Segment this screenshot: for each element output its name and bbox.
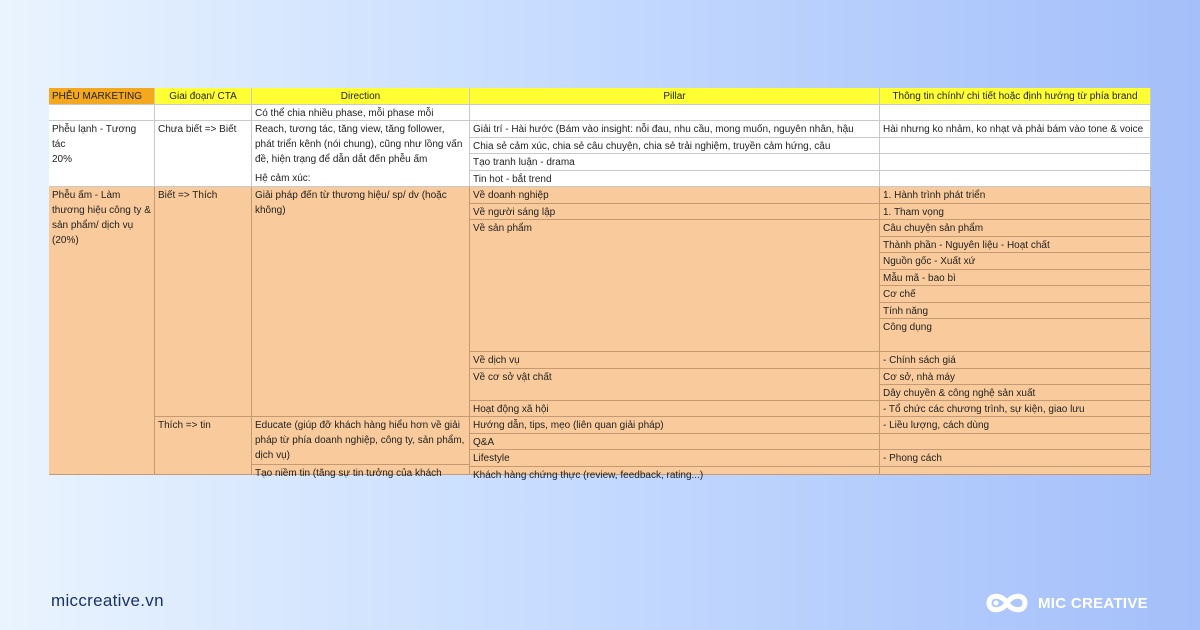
cold-direction-more: Hệ cảm xúc: bbox=[255, 173, 311, 184]
cell-blank[interactable] bbox=[880, 171, 1151, 187]
cell-warm-info[interactable]: Cơ sở, nhà máy bbox=[880, 369, 1151, 385]
cell-direction-top[interactable]: Có thể chia nhiều phase, mỗi phase mỗi bbox=[252, 105, 470, 121]
header-direction[interactable]: Direction bbox=[252, 88, 470, 105]
cell-warm-info[interactable]: - Chính sách giá bbox=[880, 352, 1151, 369]
header-funnel[interactable]: PHỄU MARKETING bbox=[49, 88, 155, 105]
cell-warm-stage-2[interactable]: Thích => tin bbox=[155, 417, 252, 475]
cell-warm-pillar[interactable]: Hoạt động xã hội bbox=[470, 401, 880, 417]
cold-direction-text: Reach, tương tác, tăng view, tăng follower, phát triển kênh (nói chung), cũng như lồng vấn đề, hiện trạng để dẫn dắt đến phễu ấm bbox=[255, 124, 463, 165]
cell-warm-info[interactable]: 1. Hành trình phát triển bbox=[880, 187, 1151, 204]
cell-blank[interactable] bbox=[880, 467, 1151, 475]
cell-warm-direction-1[interactable]: Giải pháp đến từ thương hiệu/ sp/ dv (hoặc không) bbox=[252, 187, 470, 417]
brand-name: MIC CREATIVE bbox=[1038, 594, 1148, 612]
cell-cold-pillar[interactable]: Tin hot - bắt trend bbox=[470, 171, 880, 187]
spreadsheet-table bbox=[49, 88, 1151, 481]
cell-cold-stage[interactable]: Chưa biết => Biết bbox=[155, 121, 252, 187]
cell-warm-pillar[interactable]: Về người sáng lập bbox=[470, 204, 880, 220]
cell-cold-info[interactable]: Hài nhưng ko nhảm, ko nhạt và phải bám vào tone & voice bbox=[880, 121, 1151, 138]
cell-warm-direction-3[interactable]: Tạo niềm tin (tăng sự tin tưởng của khách bbox=[252, 465, 470, 475]
cell-warm-pillar[interactable]: Về dịch vụ bbox=[470, 352, 880, 369]
cell-blank[interactable] bbox=[49, 105, 155, 121]
cell-warm-info[interactable]: - Phong cách bbox=[880, 450, 1151, 467]
cell-warm-info[interactable]: Dây chuyền & công nghệ sản xuất bbox=[880, 385, 1151, 401]
cell-blank[interactable] bbox=[880, 105, 1151, 121]
cell-warm-pillar[interactable]: Q&A bbox=[470, 434, 880, 450]
cell-warm-stage-1[interactable]: Biết => Thích bbox=[155, 187, 252, 417]
cell-warm-info[interactable]: Câu chuyện sản phẩm bbox=[880, 220, 1151, 237]
cell-warm-info[interactable]: Công dụng bbox=[880, 319, 1151, 352]
cell-warm-info[interactable]: Tính năng bbox=[880, 303, 1151, 319]
cell-warm-info[interactable]: 1. Tham vọng bbox=[880, 204, 1151, 220]
cell-cold-pillar[interactable]: Giải trí - Hài hước (Bám vào insight: nỗi đau, nhu cầu, mong muốn, nguyên nhân, hậu bbox=[470, 121, 880, 138]
cell-warm-pillar[interactable]: Về cơ sở vật chất bbox=[470, 369, 880, 401]
cell-blank[interactable] bbox=[470, 105, 880, 121]
cell-warm-direction-2[interactable]: Educate (giúp đỡ khách hàng hiểu hơn về giải pháp từ phía doanh nghiệp, công ty, sản phẩm, dịch vụ) bbox=[252, 417, 470, 465]
cell-warm-pillar[interactable]: Hướng dẫn, tips, mẹo (liên quan giải pháp) bbox=[470, 417, 880, 434]
cell-warm-funnel[interactable]: Phễu ấm - Làm thương hiệu công ty & sản phẩm/ dịch vụ (20%) bbox=[49, 187, 155, 475]
infinity-logo-icon bbox=[984, 589, 1030, 617]
cell-warm-pillar[interactable]: Về doanh nghiệp bbox=[470, 187, 880, 204]
header-pillar[interactable]: Pillar bbox=[470, 88, 880, 105]
cell-cold-direction[interactable] bbox=[252, 121, 470, 187]
cell-blank[interactable] bbox=[155, 105, 252, 121]
cell-cold-pillar[interactable]: Chia sẻ cảm xúc, chia sẻ câu chuyện, chia sẻ trải nghiệm, truyền cảm hứng, câu bbox=[470, 138, 880, 154]
cell-cold-pillar[interactable]: Tạo tranh luận - drama bbox=[470, 154, 880, 171]
cell-warm-info[interactable]: - Tổ chức các chương trình, sự kiện, giao lưu bbox=[880, 401, 1151, 417]
cell-warm-info[interactable]: Thành phần - Nguyên liệu - Hoạt chất bbox=[880, 237, 1151, 253]
cell-warm-info[interactable]: Mẫu mã - bao bì bbox=[880, 270, 1151, 286]
cell-blank[interactable] bbox=[880, 434, 1151, 450]
cell-warm-info[interactable]: Cơ chế bbox=[880, 286, 1151, 303]
cell-warm-pillar[interactable]: Lifestyle bbox=[470, 450, 880, 467]
cell-cold-funnel[interactable]: Phễu lạnh - Tương tác 20% bbox=[49, 121, 155, 187]
header-stage[interactable]: Giai đoạn/ CTA bbox=[155, 88, 252, 105]
brand-logo bbox=[984, 589, 1148, 617]
cell-blank[interactable] bbox=[880, 154, 1151, 171]
header-info[interactable]: Thông tin chính/ chi tiết hoặc định hướng từ phía brand bbox=[880, 88, 1151, 105]
cell-warm-pillar[interactable]: Khách hàng chứng thực (review, feedback, rating...) bbox=[470, 467, 880, 475]
cell-warm-info[interactable]: Nguồn gốc - Xuất xứ bbox=[880, 253, 1151, 270]
website-url[interactable]: miccreative.vn bbox=[51, 591, 164, 610]
cell-warm-pillar[interactable]: Về sản phẩm bbox=[470, 220, 880, 352]
cell-warm-info[interactable]: - Liều lượng, cách dùng bbox=[880, 417, 1151, 434]
cell-blank[interactable] bbox=[880, 138, 1151, 154]
